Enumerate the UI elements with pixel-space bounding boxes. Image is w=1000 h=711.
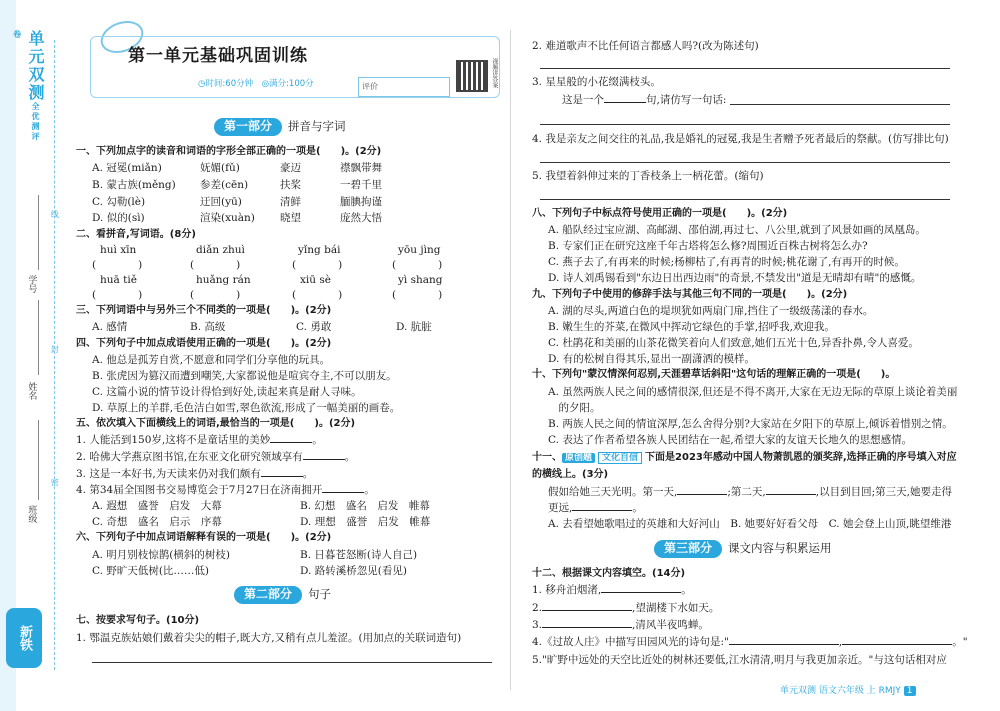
section-3-name: 课文内容与积累运用 xyxy=(728,541,832,556)
q7-line-1: 1. 鄂温克族姑娘们戴着尖尖的帽子,既大方,又稍有点儿羞涩。(用加点的关联词造句) xyxy=(76,632,462,644)
q1-opt-c-4: 腼腆拘谨 xyxy=(340,196,382,208)
q3-opt-c: C. 勇敢 xyxy=(296,321,332,333)
section-1-header xyxy=(214,118,346,136)
name-line xyxy=(38,300,39,375)
q5-line-1: 1. 人能活到150岁,这将不是童话里的美妙 。 xyxy=(76,434,323,446)
culture-confidence-tag: 文化自信 xyxy=(598,452,642,464)
q7-answer-line-2[interactable] xyxy=(540,68,950,69)
q1-opt-c-2: 迂回(yū) xyxy=(200,196,242,208)
q7-line-3-prompt: 这是一个 句,请仿写一句话: xyxy=(562,94,727,106)
section-3-header xyxy=(654,540,832,558)
q3-opt-a: A. 感情 xyxy=(92,321,128,333)
q6-opt-a: A. 明月别枝惊鹊(横斜的树枝) xyxy=(92,549,230,561)
publisher-logo: 新铁 xyxy=(6,608,42,668)
q5-choice-c: C. 奇想 盛名 启示 序幕 xyxy=(92,516,222,528)
qr-caption: 视频讲答案 xyxy=(490,58,498,88)
q8-opt-c: C. 燕子去了,有再来的时候;杨柳枯了,有再青的时候;桃花谢了,有再开的时候。 xyxy=(548,256,905,268)
q9-opt-d: D. 有的松树自得其乐,显出一副潇洒的模样。 xyxy=(548,353,756,365)
q2-pinyin-7: xiū sè xyxy=(300,274,331,286)
q2-answer-2[interactable]: ( ) xyxy=(190,259,241,271)
q6-stem: 六、下列句子中加点词语解释有误的一项是( )。(2分) xyxy=(76,532,332,543)
q6-opt-d: D. 路转溪桥忽见(看见) xyxy=(300,565,407,577)
student-id-label: 学号 xyxy=(26,275,37,293)
page-footer xyxy=(780,686,916,696)
q2-answer-7[interactable]: ( ) xyxy=(292,289,343,301)
q12-line-5: 5."旷野中远处的天空比近处的树林还要低,江水清清,明月与我更加亲近。"与这句话相对应 xyxy=(532,654,947,666)
q1-opt-a-2: 妩媚(fǔ) xyxy=(200,162,240,174)
q7-line-3: 3. 星星般的小花缀满枝头。 xyxy=(532,76,661,88)
q6-opt-b: B. 日暮苍怒断(诗人自己) xyxy=(300,549,418,561)
cut-mark-secret: 密 xyxy=(50,478,60,486)
q2-stem: 二、看拼音,写词语。(8分) xyxy=(76,229,196,240)
score-label: ◎满分:100分 xyxy=(261,79,314,89)
q2-pinyin-4: yōu jìng xyxy=(398,244,441,256)
section-1-pill: 第一部分 xyxy=(214,118,282,136)
page-number: 1 xyxy=(904,686,916,696)
q1-opt-b-1: B. 蒙古族(měng) xyxy=(92,179,176,191)
q8-stem: 八、下列句子中标点符号使用正确的一项是( )。(2分) xyxy=(532,208,788,219)
class-line xyxy=(38,420,39,500)
q10-opt-c: C. 表达了作者希望各族人民团结在一起,希望大家的友谊天长地久的思想感情。 xyxy=(548,434,913,446)
cut-mark-seal: 封 xyxy=(50,345,60,353)
q2-pinyin-1: huì xīn xyxy=(100,244,137,256)
q4-opt-c: C. 这篇小说的情节设计得恰到好处,读起来真是耐人寻味。 xyxy=(92,386,362,398)
q5-choice-d: D. 理想 盛誉 启发 帷幕 xyxy=(300,516,431,528)
cut-mark-line: 线 xyxy=(50,210,60,218)
section-3-pill: 第三部分 xyxy=(654,540,722,558)
q10-opt-a-cont: 的夕阳。 xyxy=(548,402,601,414)
q7-stem: 七、按要求写句子。(10分) xyxy=(76,615,200,626)
q2-pinyin-6: huǎng rán xyxy=(196,274,251,286)
q7-answer-line-1[interactable] xyxy=(92,662,492,663)
section-2-name: 句子 xyxy=(308,587,332,602)
q10-opt-a: A. 虽然两族人民之间的感情很深,但还是不得不离开,大家在无边无际的草原上谈论着美丽 xyxy=(548,386,958,398)
q1-opt-c-3: 清鲜 xyxy=(280,196,301,208)
q2-answer-1[interactable]: ( ) xyxy=(92,259,143,271)
time-label: ◷时间:60分钟 xyxy=(198,79,254,89)
q5-line-2: 2. 哈佛大学燕京图书馆,在东亚文化研究领域享有 。 xyxy=(76,451,356,463)
q9-opt-a: A. 湖的尽头,两道白色的堤坝犹如两扇门扉,挡住了一级级荡漾的春水。 xyxy=(548,305,874,317)
q5-choice-b: B. 幻想 盛名 启发 帷幕 xyxy=(300,500,430,512)
q12-line-2: 2. ,望湖楼下水如天。 xyxy=(532,602,720,614)
q1-stem: 一、下列加点字的读音和词语的字形全部正确的一项是( )。(2分) xyxy=(76,146,382,157)
q2-answer-6[interactable]: ( ) xyxy=(190,289,241,301)
evaluation-label: 评价 xyxy=(362,82,378,91)
cut-dashed-line xyxy=(54,40,55,670)
student-id-line xyxy=(38,195,39,270)
q4-opt-b: B. 张虎因为篡汉而遭到嘲笑,大家都说他是喧宾夺主,不可以朋友。 xyxy=(92,370,397,382)
q1-opt-d-2: 渲染(xuàn) xyxy=(200,212,255,224)
q1-opt-b-3: 扶桨 xyxy=(280,179,301,191)
q5-line-4: 4. 第34届全国图书交易博览会于7月27日在济南拥开 。 xyxy=(76,484,375,496)
q1-opt-d-3: 晓望 xyxy=(280,212,301,224)
q12-stem: 十二、根据课文内容填空。(14分) xyxy=(532,568,686,579)
q1-opt-a-4: 襟飘带舞 xyxy=(340,162,382,174)
q11-stem-cont: 的横线上。(3分) xyxy=(532,469,609,480)
footer-text: 单元双测 语文六年级 上 RMJY xyxy=(780,686,901,696)
q2-answer-3[interactable]: ( ) xyxy=(292,259,343,271)
q12-line-3: 3. ,清风半夜鸣蝉。 xyxy=(532,619,709,631)
q1-opt-a-1: A. 冠冕(miǎn) xyxy=(92,162,162,174)
q3-opt-d: D. 肮脏 xyxy=(396,321,432,333)
q1-opt-c-1: C. 勾勒(lè) xyxy=(92,196,146,208)
q2-answer-4[interactable]: ( ) xyxy=(392,259,443,271)
q4-stem: 四、下列句子中加点成语使用正确的一项是( )。(2分) xyxy=(76,338,332,349)
q9-opt-c: C. 杜鹃花和美丽的山茶花微笑着向人们致意,她们五光十色,异香扑鼻,令人喜爱。 xyxy=(548,337,919,349)
q8-opt-d: D. 诗人刘禹锡看到"东边日出西边雨"的奇景,不禁发出"道是无晴却有晴"的感慨。 xyxy=(548,272,922,284)
q2-pinyin-3: yǐng bái xyxy=(298,244,341,256)
q7-answer-line-5[interactable] xyxy=(540,199,950,200)
q11-body-2: 更远, 。 xyxy=(548,502,643,514)
q4-opt-d: D. 草原上的羊群,毛色洁白如雪,翠色欲流,形成了一幅美丽的画卷。 xyxy=(92,402,401,414)
section-1-name: 拼音与字词 xyxy=(288,119,346,134)
q9-opt-b: B. 嫩生生的芥菜,在微风中挥动它绿色的手掌,招呼我,欢迎我。 xyxy=(548,321,835,333)
original-question-tag: 原创题 xyxy=(562,453,595,463)
q2-pinyin-2: diǎn zhuì xyxy=(196,244,245,256)
q5-line-3: 3. 这是一本好书,为天读来仍对我们颇有 。 xyxy=(76,468,314,480)
sidebar-brand: 单元双测全优测评卷 xyxy=(12,30,45,142)
q2-pinyin-8: yì shang xyxy=(398,274,443,286)
q5-stem: 五、依次填入下面横线上的词语,最恰当的一项是( )。(2分) xyxy=(76,418,356,429)
evaluation-box[interactable] xyxy=(358,77,450,97)
class-label: 班级 xyxy=(26,505,37,523)
q2-answer-8[interactable]: ( ) xyxy=(392,289,443,301)
q1-opt-b-4: 一碧千里 xyxy=(340,179,382,191)
q9-stem: 九、下列句子中使用的修辞手法与其他三句不同的一项是( )。(2分) xyxy=(532,289,848,300)
binding-sidebar xyxy=(0,0,62,711)
section-2-pill: 第二部分 xyxy=(234,586,302,604)
name-label: 姓名 xyxy=(26,382,37,400)
q7-answer-line-4[interactable] xyxy=(540,162,950,163)
q2-answer-5[interactable]: ( ) xyxy=(92,289,143,301)
q1-opt-d-1: D. 似的(sì) xyxy=(92,212,145,224)
q12-line-1: 1. 移舟泊烟渚, 。 xyxy=(532,584,692,596)
q4-opt-a: A. 他总是孤芳自赏,不愿意和同学们分享他的玩具。 xyxy=(92,354,331,366)
q2-pinyin-5: huā tiě xyxy=(100,274,137,286)
qr-code-icon[interactable] xyxy=(456,60,488,92)
page-title: 第一单元基础巩固训练 xyxy=(128,46,308,66)
column-divider xyxy=(510,30,511,690)
q6-opt-c: C. 野旷天低树(比……低) xyxy=(92,565,210,577)
q5-choice-a: A. 遐想 盛誉 启发 大幕 xyxy=(92,500,222,512)
q11-body-1: 假如给她三天光明。第一天, ;第二天, ,以目到目回;第三天,她要走得 xyxy=(548,486,952,498)
q1-opt-b-2: 参差(cēn) xyxy=(200,179,249,191)
exam-meta xyxy=(198,80,314,90)
q10-opt-b: B. 两族人民之间的情谊深厚,怎么舍得分别?大家站在夕阳下的草原上,倾诉着惜别之情。 xyxy=(548,418,953,430)
q7-line-5: 5. 我望着斜伸过来的丁香枝条上一柄花蕾。(缩句) xyxy=(532,170,764,182)
q3-opt-b: B. 高级 xyxy=(190,321,226,333)
q7-line-4: 4. 我是亲友之间交往的礼品,我是婚礼的冠冕,我是生者赠予死者最后的祭献。(仿写排比句) xyxy=(532,133,949,145)
q1-opt-d-4: 庞然大悟 xyxy=(340,212,382,224)
q7-line-2: 2. 难道歌声不比任何语言都感人吗?(改为陈述句) xyxy=(532,40,759,52)
q7-answer-line-3b[interactable] xyxy=(540,124,950,125)
q3-stem: 三、下列词语中与另外三个不同类的一项是( )。(2分) xyxy=(76,305,332,316)
section-2-header xyxy=(234,586,331,604)
q12-line-4: 4.《过故人庄》中描写田园风光的诗句是:" , 。" xyxy=(532,636,968,648)
q11-options: A. 去看望她歌唱过的英雄和大好河山 B. 她要好好看父母 C. 她会登上山顶,眺望维港 xyxy=(548,518,952,530)
q10-stem: 十、下列句"蒙汉情深何忍别,天涯碧草话斜阳"这句话的理解正确的一项是( )。 xyxy=(532,369,896,380)
q7-answer-line-3[interactable] xyxy=(730,104,950,105)
q8-opt-a: A. 船队经过宝应湖、高邮湖、邵伯湖,再过七、八公里,就到了风景如画的凤凰岛。 xyxy=(548,224,926,236)
q1-opt-a-3: 豪迈 xyxy=(280,162,301,174)
q11-stem: 十一、 原创题 文化自信 下面是2023年感动中国人物萧凯恩的颁奖辞,选择正确的序号填入对应 xyxy=(532,452,957,463)
q8-opt-b: B. 专家们正在研究这座千年古塔将怎么修?周围近百株古树将怎么办? xyxy=(548,240,868,252)
